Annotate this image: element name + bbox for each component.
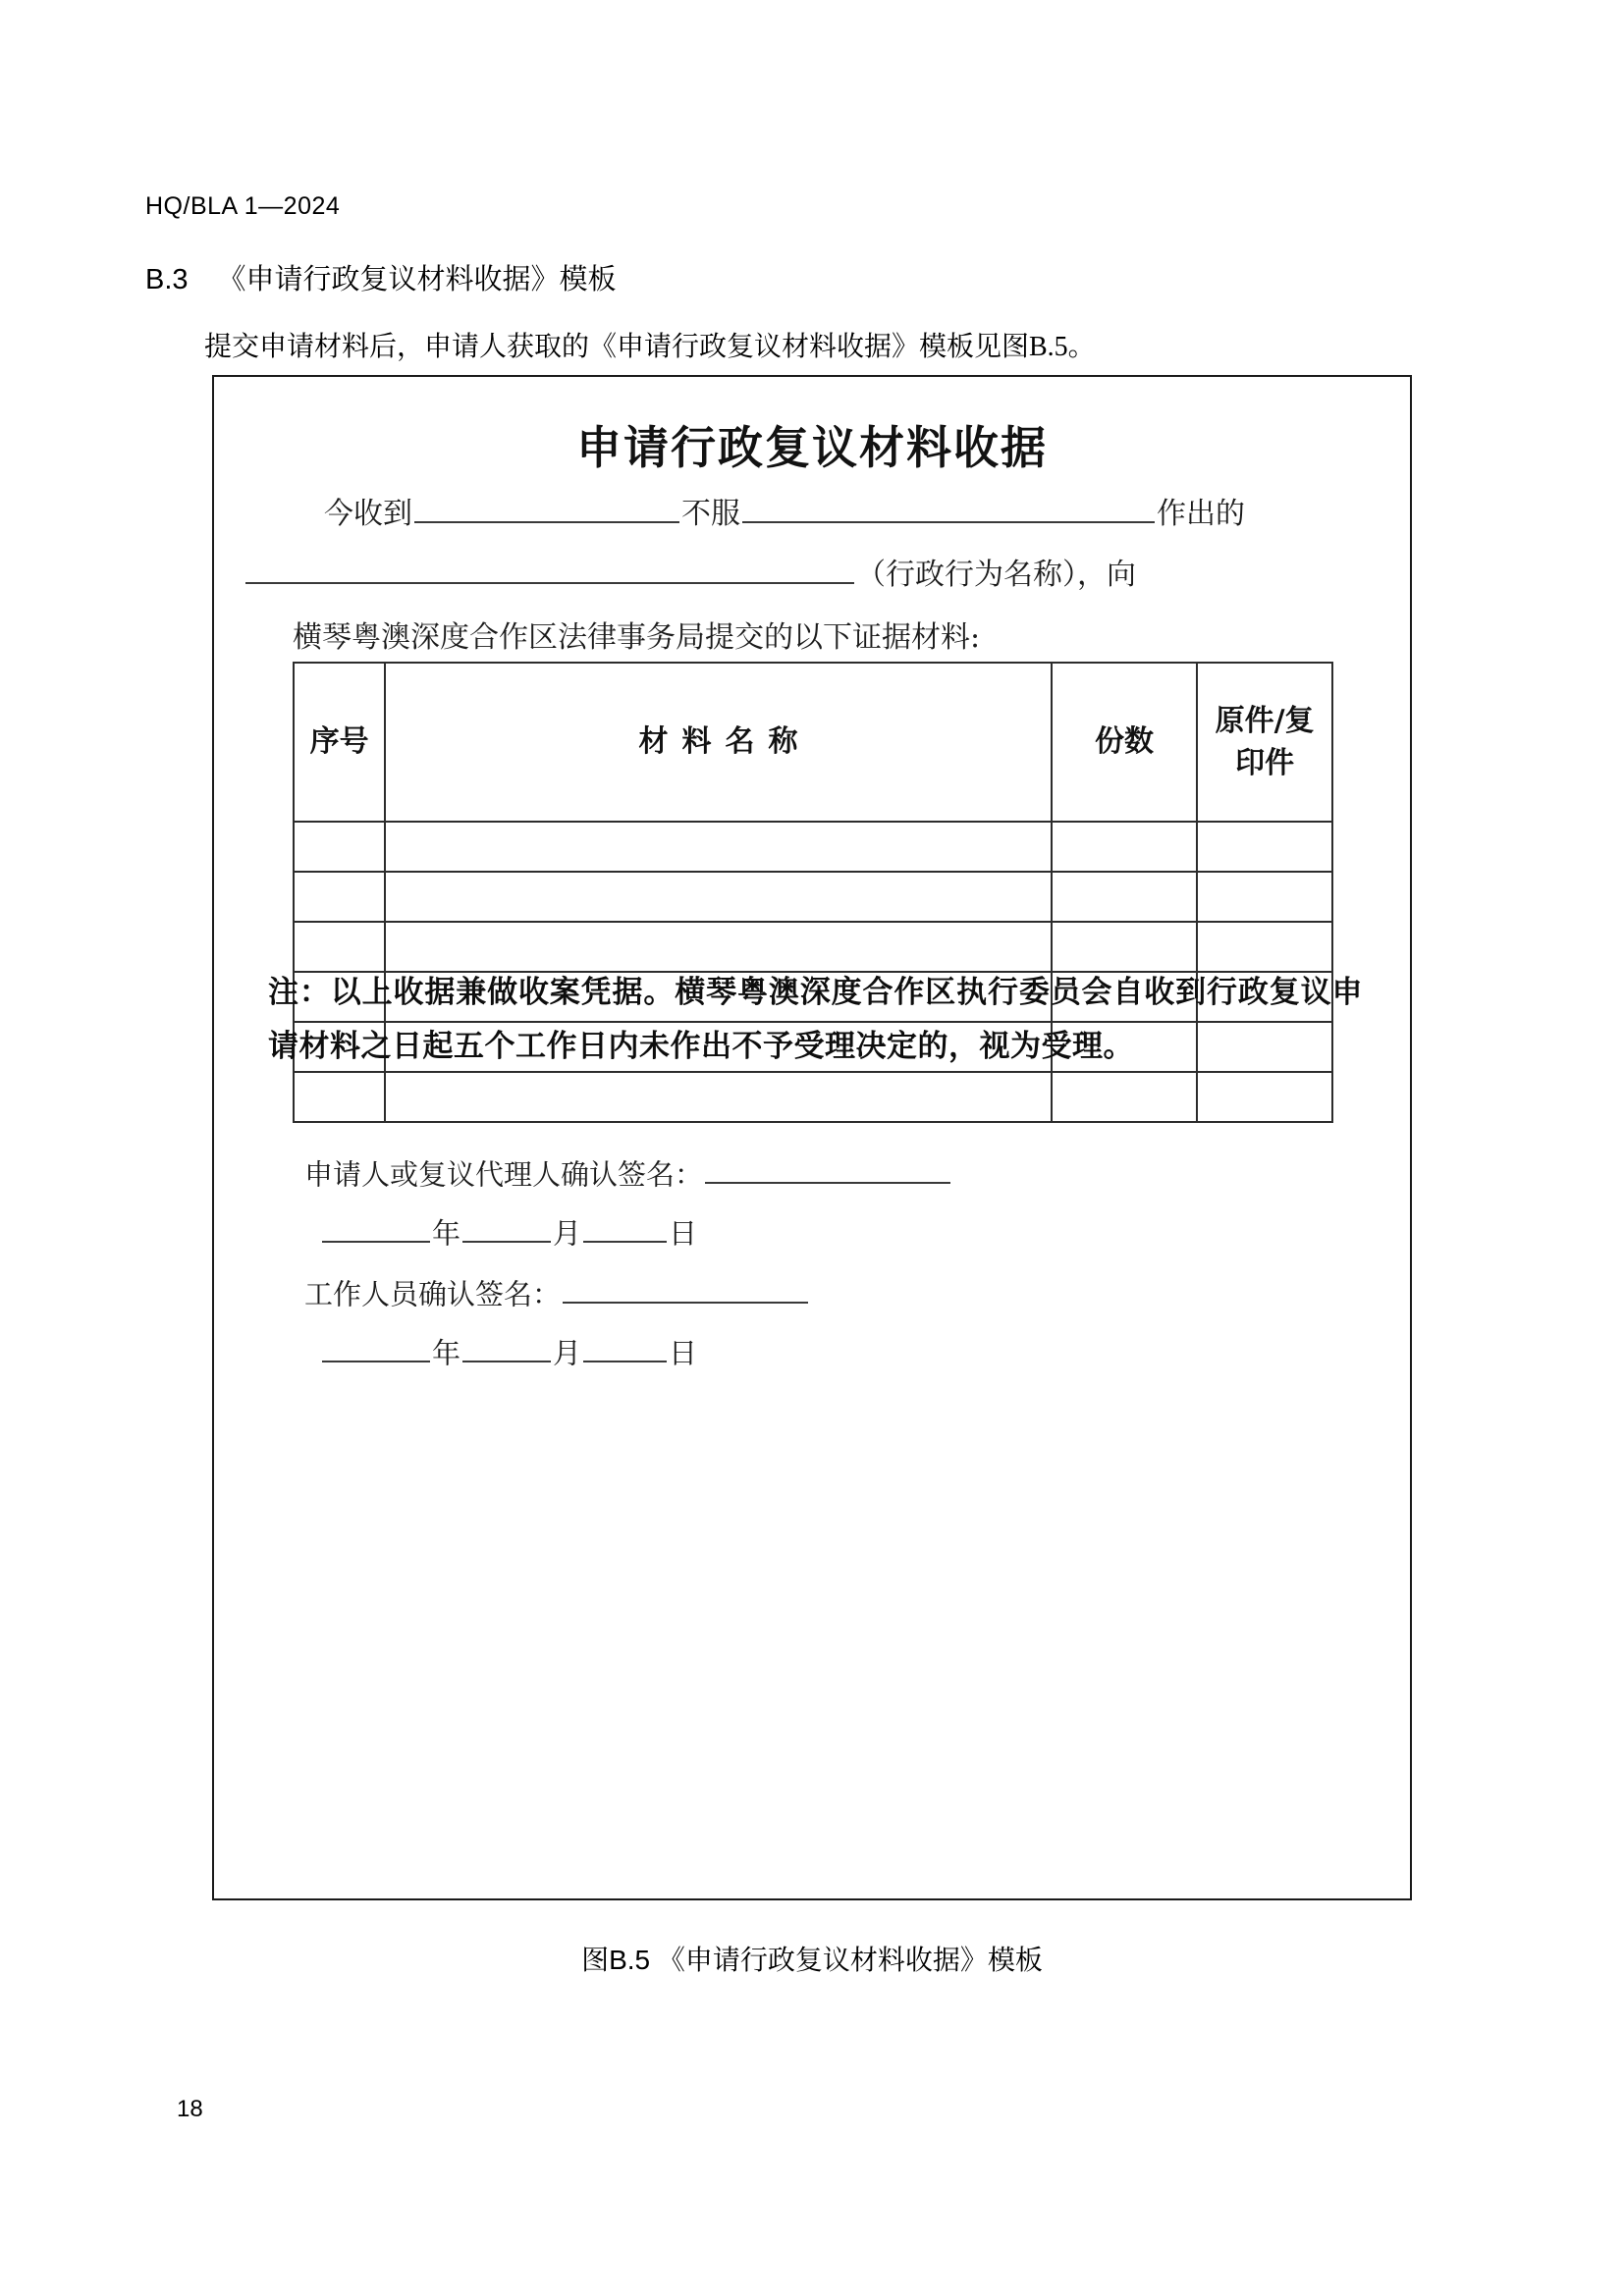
applicant-signature-label: 申请人或复议代理人确认签名： — [304, 1157, 704, 1192]
staff-date-line — [320, 1331, 697, 1371]
cell-quantity[interactable] — [1052, 872, 1197, 922]
cell-original-or-copy[interactable] — [1197, 1072, 1332, 1122]
receipt-form — [214, 377, 1410, 1898]
applicant-date-line — [320, 1211, 697, 1252]
blank-staff-signature — [563, 1272, 808, 1304]
day-label: 日 — [669, 1216, 698, 1251]
objection-label: 不服 — [681, 497, 740, 531]
blank-applicant-day — [583, 1211, 667, 1243]
cell-quantity[interactable] — [1052, 1072, 1197, 1122]
month-label: 月 — [553, 1216, 582, 1251]
year-label: 年 — [432, 1216, 461, 1251]
declaration-line-3: 横琴粤澳深度合作区法律事务局提交的以下证据材料: — [293, 620, 981, 655]
staff-signature-label: 工作人员确认签名： — [304, 1277, 562, 1311]
cell-sequence[interactable] — [294, 922, 385, 972]
blank-act-name — [245, 552, 854, 585]
cell-quantity[interactable] — [1052, 822, 1197, 872]
figure-frame — [212, 375, 1412, 1900]
blank-applicant-month — [462, 1211, 551, 1243]
declaration-line-2 — [244, 550, 1136, 593]
year-label: 年 — [432, 1336, 461, 1370]
cell-sequence[interactable] — [294, 872, 385, 922]
cell-original-or-copy[interactable] — [1197, 922, 1332, 972]
body-paragraph: 提交申请材料后，申请人获取的《申请行政复议材料收据》模板见图B.5。 — [204, 332, 1096, 362]
th-original-or-copy: 原件/复印件 — [1197, 663, 1332, 822]
table-row — [294, 922, 1332, 972]
figure-caption: 图B.5 《申请行政复议材料收据》模板 — [581, 1945, 1043, 1975]
blank-objection — [742, 491, 1155, 524]
day-label: 日 — [669, 1336, 698, 1370]
cell-material-name[interactable] — [385, 922, 1051, 972]
blank-staff-day — [583, 1331, 667, 1362]
table-header-row — [294, 663, 1332, 822]
cell-sequence[interactable] — [294, 822, 385, 872]
page-header: HQ/BLA 1—2024 — [145, 192, 341, 220]
page-number: 18 — [177, 2096, 203, 2122]
received-label: 今收到 — [324, 497, 412, 531]
th-material-name: 材料名称 — [385, 663, 1051, 822]
applicant-signature-line — [304, 1152, 952, 1193]
staff-signature-line — [304, 1272, 810, 1312]
blank-received — [414, 491, 679, 524]
cell-original-or-copy[interactable] — [1197, 822, 1332, 872]
cell-material-name[interactable] — [385, 822, 1051, 872]
th-quantity: 份数 — [1052, 663, 1197, 822]
made-by-label: 作出的 — [1157, 497, 1245, 531]
cell-sequence[interactable] — [294, 1072, 385, 1122]
act-name-label: （行政行为名称），向 — [856, 558, 1136, 592]
month-label: 月 — [553, 1336, 582, 1370]
blank-staff-year — [322, 1331, 430, 1362]
cell-quantity[interactable] — [1052, 922, 1197, 972]
cell-original-or-copy[interactable] — [1197, 872, 1332, 922]
clause-heading — [145, 257, 617, 297]
cell-material-name[interactable] — [385, 1072, 1051, 1122]
table-row — [294, 872, 1332, 922]
declaration-line-1 — [324, 489, 1245, 532]
blank-staff-month — [462, 1331, 551, 1362]
form-note: 注：以上收据兼做收案凭据。横琴粤澳深度合作区执行委员会自收到行政复议申请材料之日起五个工作日内未作出不予受理决定的，视为受理。 — [268, 975, 1363, 1065]
clause-title: 《申请行政复议材料收据》模板 — [217, 264, 617, 295]
form-title: 申请行政复议材料收据 — [576, 421, 1048, 474]
blank-applicant-signature — [705, 1152, 950, 1184]
clause-number: B.3 — [145, 264, 189, 295]
cell-material-name[interactable] — [385, 872, 1051, 922]
blank-applicant-year — [322, 1211, 430, 1243]
th-sequence: 序号 — [294, 663, 385, 822]
table-row — [294, 1072, 1332, 1122]
table-row — [294, 822, 1332, 872]
